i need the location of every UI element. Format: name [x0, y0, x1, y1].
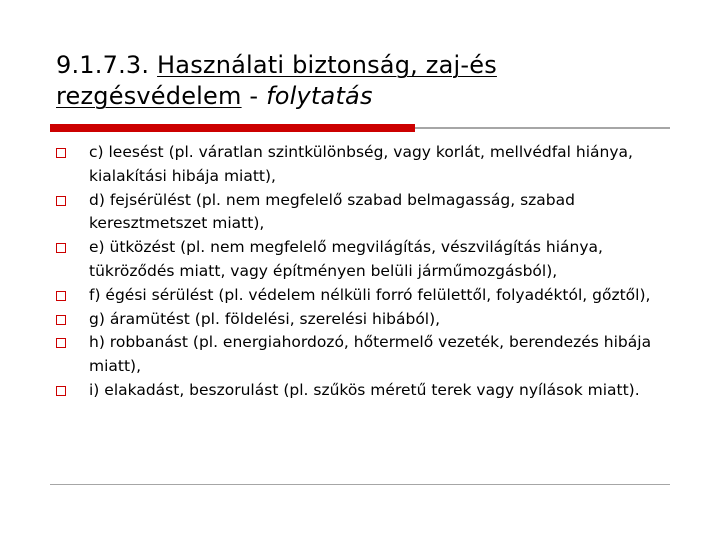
- square-bullet-icon: [56, 338, 66, 348]
- title-accent-bar: [50, 124, 415, 132]
- title-underlined-part-1: Használati biztonság, zaj-és: [157, 51, 497, 79]
- bullet-text: c) leesést (pl. váratlan szintkülönbség, vagy korlát, mellvédfal hiánya, kialakítási hibája miatt),: [89, 143, 633, 185]
- bullet-item: [54, 379, 684, 403]
- bullet-item: [54, 189, 684, 237]
- bullet-text: e) ütközést (pl. nem megfelelő megvilágítás, vészvilágítás hiánya, tükröződés miatt, vagy építményen belüli járműmozgásból),: [89, 238, 603, 280]
- bullet-item: [54, 236, 684, 284]
- bullet-text: d) fejsérülést (pl. nem megfelelő szabad belmagasság, szabad keresztmetszet miatt),: [89, 190, 575, 233]
- slide-title: [56, 50, 676, 112]
- square-bullet-icon: [56, 386, 66, 396]
- bullet-item: [54, 284, 684, 308]
- bullet-item: [54, 141, 684, 189]
- footer-divider-line: [50, 484, 670, 485]
- square-bullet-icon: [56, 315, 66, 325]
- square-bullet-icon: [56, 291, 66, 301]
- bullet-text: f) égési sérülést (pl. védelem nélküli forró felülettől, folyadéktól, gőztől),: [89, 285, 651, 304]
- bullet-text: i) elakadást, beszorulást (pl. szűkös méretű terek vagy nyílások miatt).: [89, 380, 640, 399]
- square-bullet-icon: [56, 243, 66, 253]
- bullet-item: [54, 331, 684, 379]
- bullet-text: h) robbanást (pl. energiahordozó, hőtermelő vezeték, berendezés hibája miatt),: [89, 333, 652, 376]
- title-continuation: folytatás: [266, 82, 373, 110]
- bullet-item: [54, 308, 684, 332]
- section-number: 9.1.7.3.: [56, 51, 150, 79]
- title-divider-line: [415, 127, 670, 129]
- title-separator: -: [241, 82, 267, 110]
- title-underlined-part-2: rezgésvédelem: [56, 82, 242, 110]
- bullet-list: [54, 141, 684, 403]
- square-bullet-icon: [56, 196, 66, 206]
- bullet-text: g) áramütést (pl. földelési, szerelési hibából),: [89, 309, 441, 328]
- square-bullet-icon: [56, 148, 66, 158]
